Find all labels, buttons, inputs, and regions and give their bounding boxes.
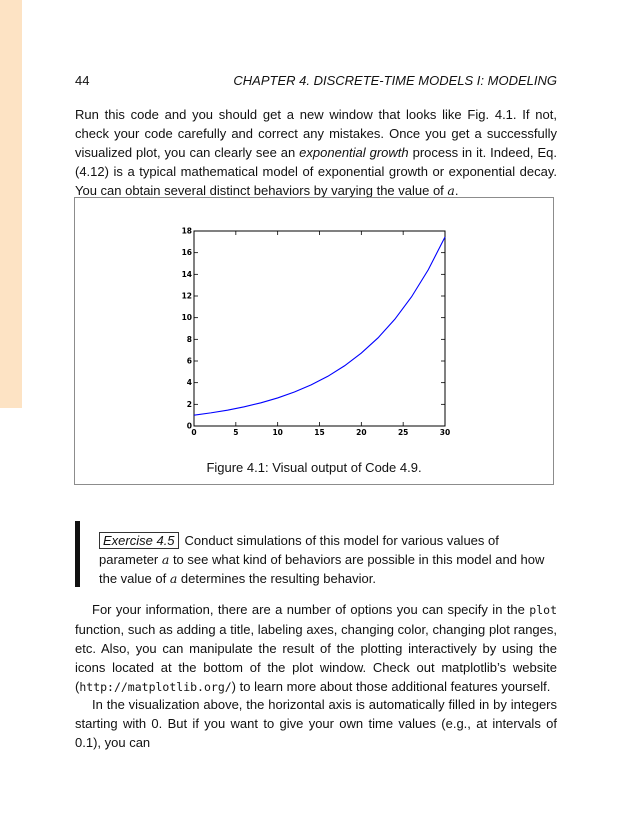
figure-4-1 <box>74 197 554 485</box>
math-symbol-a: a <box>447 183 455 198</box>
exercise-block <box>75 521 557 587</box>
x-tick-label: 10 <box>272 428 283 437</box>
text-run: process in it. Indeed, Eq. (4.12) is a typical mathematical model of exponential growth or exponential decay. You can obtain several distinct behaviors by varying the value of <box>75 145 557 198</box>
y-tick-label: 12 <box>181 291 192 301</box>
exercise-label: Exercise 4.5 <box>99 532 179 549</box>
paragraph-plot-options <box>75 600 557 697</box>
matplotlib-url: http://matplotlib.org/ <box>79 680 232 694</box>
text-run: Run this code and you should get a new window that looks like Fig. 4.1. If not, check your code carefully and correct any mistakes. Once you get a successfully visualized plot, you can clearly see an <box>75 107 557 160</box>
y-tick-label: 2 <box>186 399 192 409</box>
text-run: For your information, there are a number of options you can specify in the <box>92 602 530 617</box>
paragraph-time-values: In the visualization above, the horizontal axis is automatically filled in by integers starting with 0. But if you want to give your own time values (e.g., at intervals of 0.1), you can <box>75 697 557 750</box>
math-symbol-a: a <box>169 571 178 586</box>
emphasis-exponential-growth: exponential growth <box>299 145 409 160</box>
plot-area <box>194 231 445 426</box>
text-run: Conduct simulations of this model for various values of parameter <box>99 533 499 567</box>
x-tick-label: 25 <box>397 428 409 437</box>
y-tick-label: 4 <box>186 378 192 388</box>
chapter-title: CHAPTER 4. DISCRETE-TIME MODELS I: MODELING <box>233 73 557 88</box>
figure-caption: Figure 4.1: Visual output of Code 4.9. <box>206 460 422 475</box>
page-side-tab <box>0 0 22 408</box>
text-run: ) to learn more about those additional features yourself. <box>231 679 551 694</box>
text-run: to see what kind of behaviors are possible in this model and how the value of <box>99 552 545 586</box>
y-tick-label: 18 <box>181 226 192 236</box>
y-tick-label: 10 <box>181 313 192 323</box>
page-number: 44 <box>75 73 90 88</box>
y-tick-label: 8 <box>186 334 192 344</box>
y-tick-label: 0 <box>186 421 192 431</box>
y-tick-label: 6 <box>186 356 192 366</box>
x-tick-label: 15 <box>314 428 325 437</box>
x-tick-label: 30 <box>439 428 451 437</box>
exponential-growth-chart <box>75 198 555 448</box>
code-plot: plot <box>529 603 557 617</box>
paragraph-intro <box>75 105 557 200</box>
x-tick-label: 5 <box>233 428 239 437</box>
text-run: . <box>454 183 459 198</box>
x-tick-label: 0 <box>191 428 197 437</box>
text-run: function, such as adding a title, labeling axes, changing color, changing plot ranges, etc. Also, you can manipulate the result of the plotting interactively by using the icons located at the bottom of the plot window. Check out matplotlib’s website ( <box>75 622 557 694</box>
y-tick-label: 14 <box>181 269 192 279</box>
exercise-margin-bar <box>75 521 80 587</box>
exercise-text <box>99 531 549 588</box>
x-tick-label: 20 <box>356 428 367 437</box>
math-symbol-a: a <box>161 552 170 567</box>
y-tick-label: 16 <box>181 248 192 258</box>
text-run: determines the resulting behavior. <box>177 571 377 586</box>
